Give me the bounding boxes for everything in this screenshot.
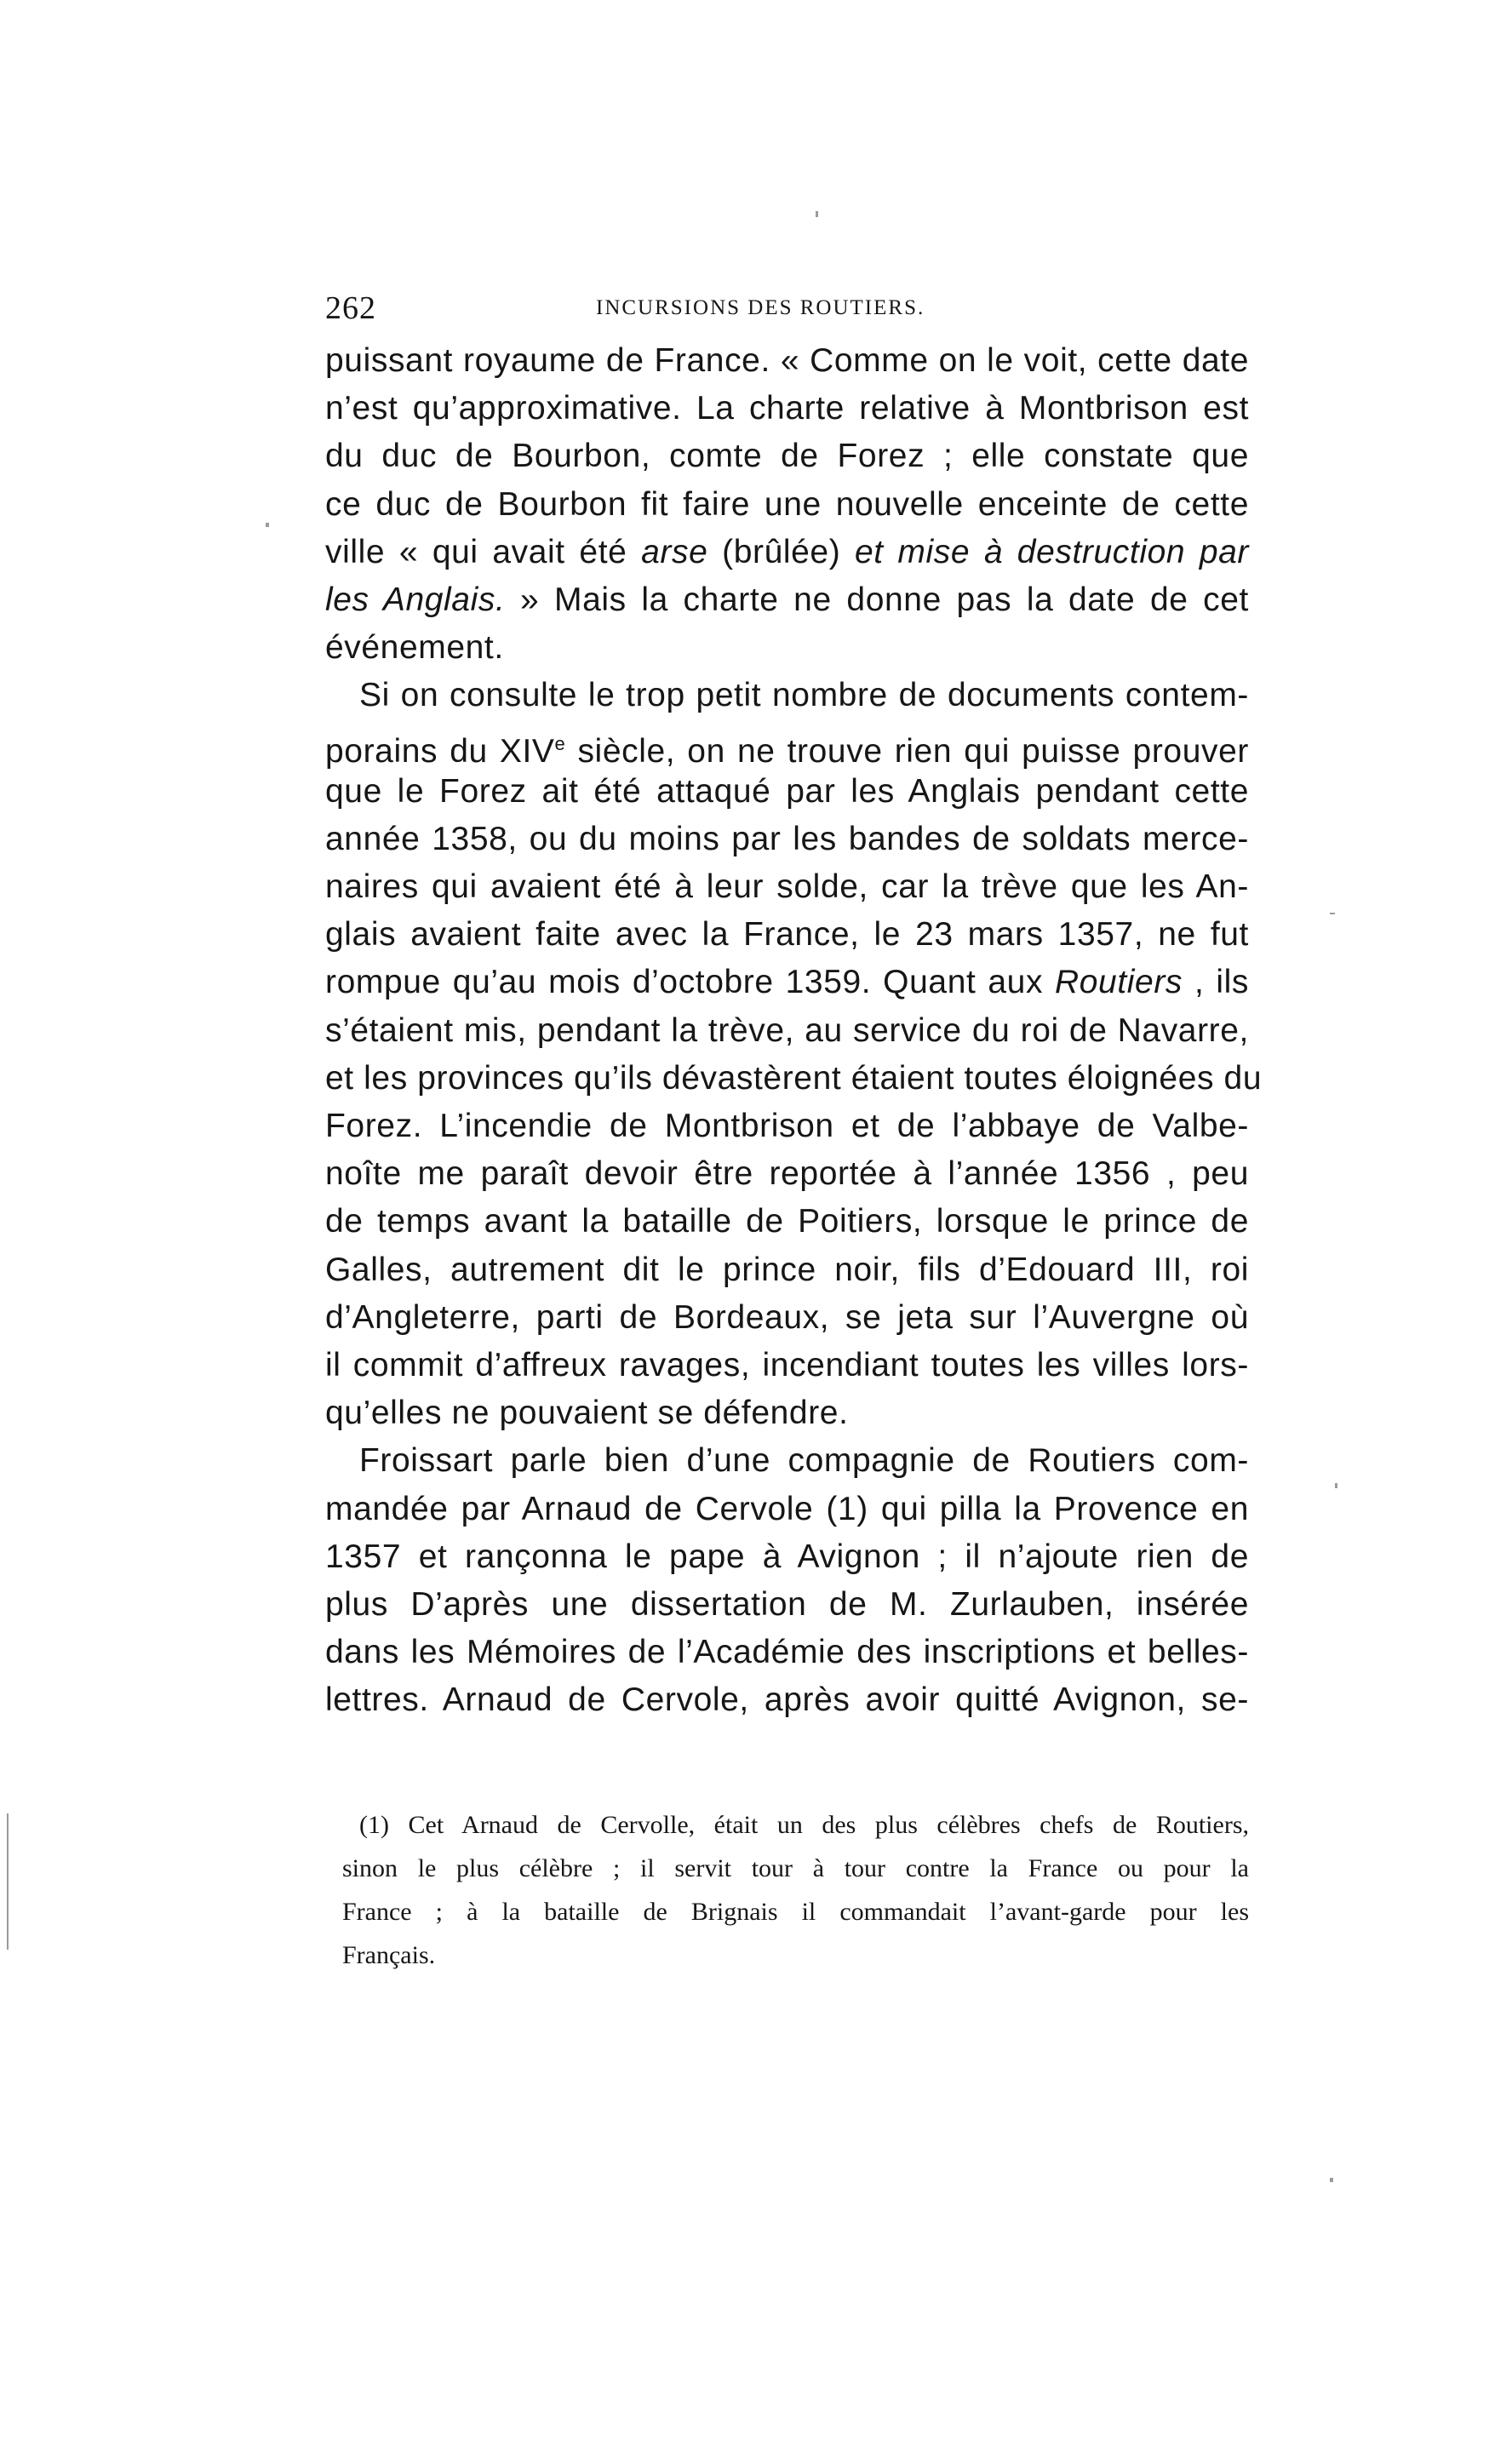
text-line: Galles, autrement dit le prince noir, fils d’Edouard III, roi <box>325 1251 1249 1288</box>
footnote-line: sinon le plus célèbre ; il servit tour à tour contre la France ou pour la <box>342 1854 1249 1882</box>
footnote-line: France ; à la bataille de Brignais il commandait l’avant-garde pour les <box>342 1898 1249 1926</box>
superscript: e <box>554 732 566 754</box>
text-line: mandée par Arnaud de Cervole (1) qui pilla la Provence en <box>325 1490 1249 1527</box>
paragraph-1 <box>325 337 1249 672</box>
text-run: porains du XIV <box>325 732 555 770</box>
text-line: que le Forez ait été attaqué par les Anglais pendant cette <box>325 772 1249 810</box>
text-line: ce duc de Bourbon fit faire une nouvelle enceinte de cette <box>325 485 1249 523</box>
text-line: d’Angleterre, parti de Bordeaux, se jeta sur l’Auvergne où <box>325 1298 1249 1336</box>
text-run: rompue qu’au mois d’octobre 1359. Quant aux <box>325 964 1055 1001</box>
main-text <box>325 337 1263 1724</box>
footnote <box>342 1803 1249 1977</box>
text-line <box>325 576 1249 624</box>
text-line: il commit d’affreux ravages, incendiant toutes les villes lors- <box>325 1346 1249 1383</box>
text-line: événement. <box>325 629 504 667</box>
text-line: puissant royaume de France. « Comme on le voit, cette date <box>325 342 1249 379</box>
text-run: ville « qui avait été <box>325 533 642 570</box>
text-line: s’étaient mis, pendant la trève, au service du roi de Navarre, <box>325 1011 1249 1049</box>
footnote-line: Français. <box>342 1941 436 1969</box>
text-line: Si on consulte le trop petit nombre de documents contem- <box>359 677 1249 714</box>
scan-speck <box>1330 2178 1333 2182</box>
text-line: dans les Mémoires de l’Académie des inscriptions et belles- <box>325 1634 1249 1671</box>
text-line: lettres. Arnaud de Cervole, après avoir quitté Avignon, se- <box>325 1681 1249 1719</box>
footnote-line: (1) Cet Arnaud de Cervolle, était un des plus célèbres chefs de Routiers, <box>359 1811 1249 1839</box>
text-run: (brûlée) <box>707 533 855 570</box>
text-line: plus D’après une dissertation de M. Zurlauben, insérée <box>325 1585 1249 1623</box>
text-line: 1357 et rançonna le pape à Avignon ; il n’ajoute rien de <box>325 1538 1249 1575</box>
running-title: INCURSIONS DES ROUTIERS. <box>596 296 925 319</box>
scan-speck <box>816 211 818 217</box>
scan-speck <box>7 1813 9 1950</box>
scan-speck <box>1335 1483 1337 1488</box>
text-line: qu’elles ne pouvaient se défendre. <box>325 1395 849 1432</box>
italic-run: et mise à destruction par <box>854 533 1250 570</box>
italic-run: Routiers <box>1055 964 1183 1001</box>
scan-speck <box>266 523 269 527</box>
italic-run: les Anglais. <box>325 581 506 618</box>
text-line <box>325 720 1249 768</box>
text-line: de temps avant la bataille de Poitiers, lorsque le prince de <box>325 1203 1249 1240</box>
paragraph-2 <box>325 672 1263 1437</box>
text-line: naires qui avaient été à leur solde, car la trève que les An- <box>325 868 1249 906</box>
text-line: Froissart parle bien d’une compagnie de Routiers com- <box>359 1442 1249 1480</box>
text-line: glais avaient faite avec la France, le 23 mars 1357, ne fut <box>325 916 1249 954</box>
text-run: » Mais la charte ne donne pas la date de cet <box>505 581 1249 618</box>
text-line: noîte me paraît devoir être reportée à l’année 1356 , peu <box>325 1155 1249 1193</box>
text-line <box>325 529 1249 576</box>
text-line: Forez. L’incendie de Montbrison et de l’abbaye de Valbe- <box>325 1108 1249 1144</box>
page-number: 262 <box>325 290 376 326</box>
text-line: et les provinces qu’ils dévastèrent étaient toutes éloignées du <box>325 1059 1263 1097</box>
text-run: , ils <box>1183 964 1249 1001</box>
text-line: année 1358, ou du moins par les bandes de soldats merce- <box>325 820 1249 857</box>
running-head <box>325 289 1185 337</box>
scan-speck <box>1330 913 1335 914</box>
paragraph-3 <box>325 1437 1249 1724</box>
text-line: du duc de Bourbon, comte de Forez ; elle constate que <box>325 438 1249 475</box>
text-line <box>325 959 1249 1006</box>
italic-run: arse <box>641 533 708 570</box>
text-run: siècle, on ne trouve rien qui puisse prouver <box>565 732 1249 770</box>
text-line: n’est qu’approximative. La charte relative à Montbrison est <box>325 390 1249 427</box>
